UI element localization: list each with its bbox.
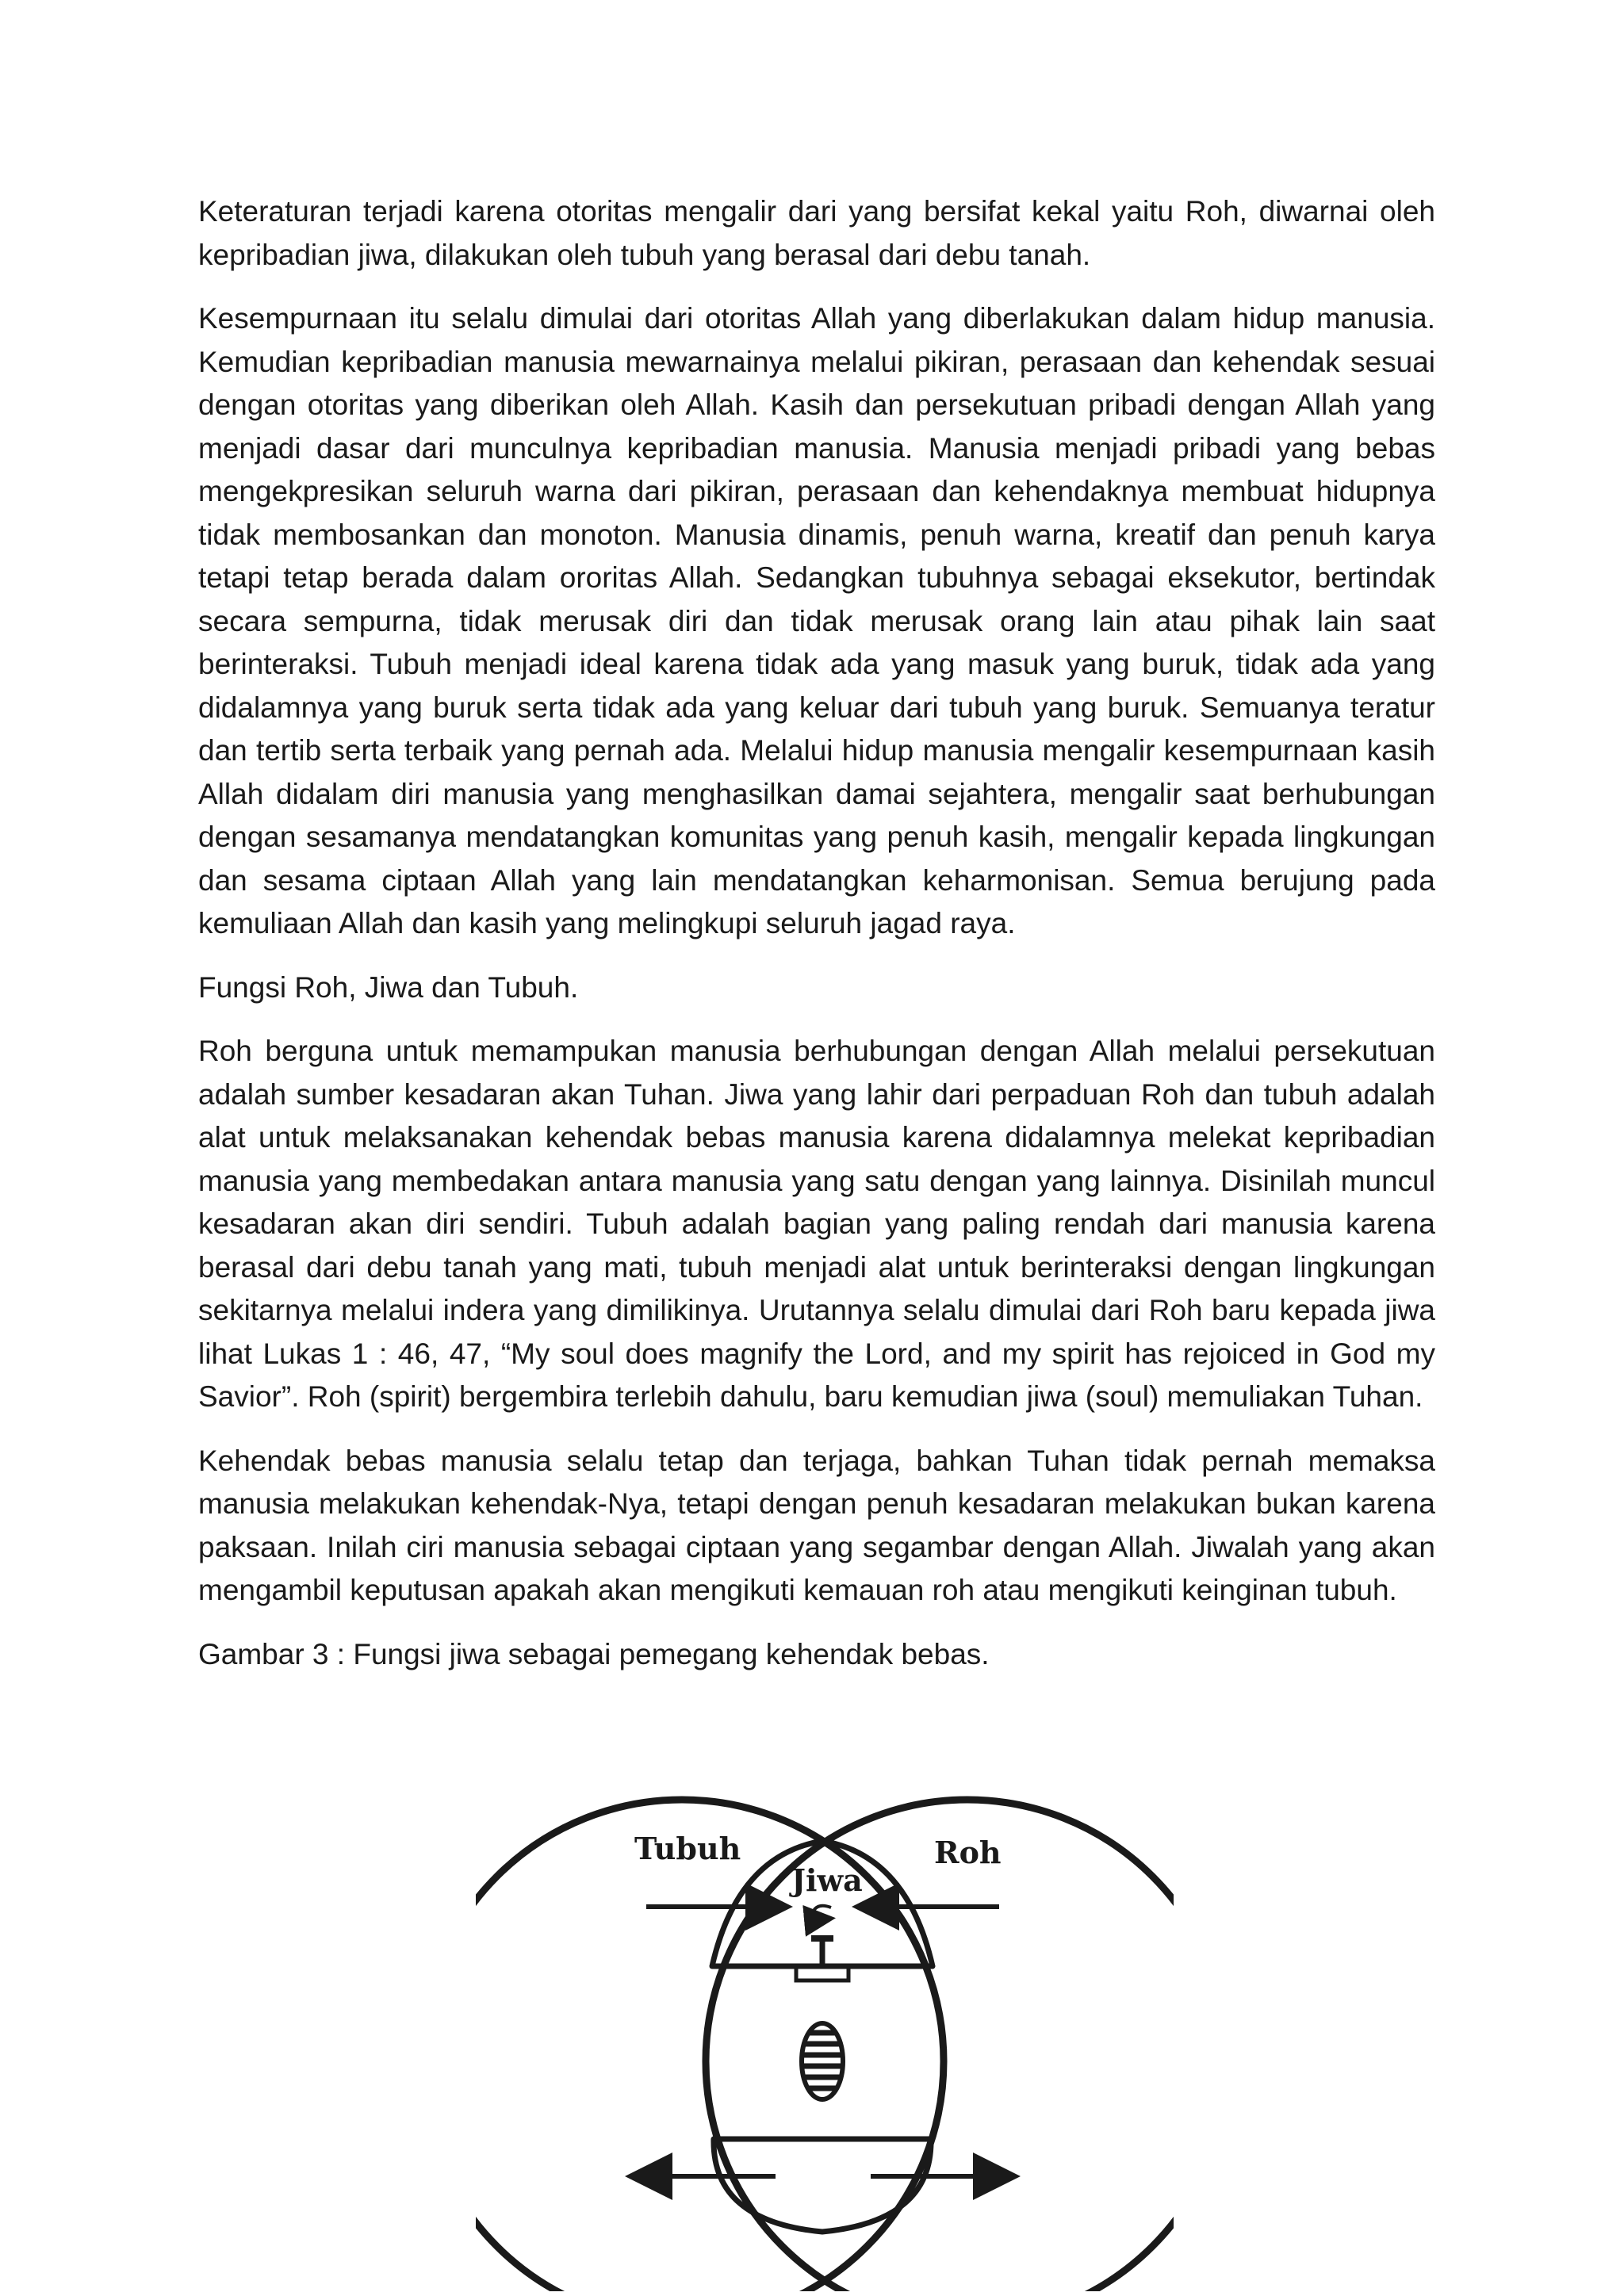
figure-caption: Gambar 3 : Fungsi jiwa sebagai pemegang kehendak bebas. <box>198 1637 990 1670</box>
document-page <box>198 190 1435 1697</box>
lower-bowl <box>714 2139 931 2232</box>
rotate-icon <box>814 1906 831 1919</box>
label-roh: Roh <box>934 1835 1002 1870</box>
paragraph-kesempurnaan: Kesempurnaan itu selalu dimulai dari otoritas Allah yang diberlakukan dalam hidup manusia. Kemudian kepribadian manusia mewarnainya melalui pikiran, perasaan dan kehendak sesuai dengan otoritas yang diberikan oleh Allah. Kasih dan persekutuan pribadi dengan Allah yang menjadi dasar dari munculnya kepribadian manusia. Manusia menjadi pribadi yang bebas mengekpresikan seluruh warna dari pikiran, perasaan dan kehendaknya membuat hidupnya tidak membosankan dan monoton. Manusia dinamis, penuh warna, kreatif dan penuh karya tetapi tetap berada dalam ororitas Allah. Sedangkan tubuhnya sebagai eksekutor, bertindak secara sempurna, tidak merusak diri dan tidak merusak orang lain atau pihak lain saat berinteraksi. Tubuh menjadi ideal karena tidak ada yang masuk yang buruk, tidak ada yang didalamnya yang buruk serta tidak ada yang keluar dari tubuh yang buruk. Semuanya teratur dan tertib serta terbaik yang pernah ada. Melalui hidup manusia mengalir kesempurnaan kasih Allah didalam diri manusia yang menghasilkan damai sejahtera, mengalir saat berhubungan dengan sesamanya mendatangkan komunitas yang penuh kasih, mengalir kepada lingkungan dan sesama ciptaan Allah yang lain mendatangkan keharmonisan. Semua berujung pada kemuliaan Allah dan kasih yang melingkupi seluruh jagad raya. <box>198 302 1435 939</box>
paragraph-roh-berguna: Roh berguna untuk memampukan manusia berhubungan dengan Allah melalui persekutuan adalah sumber kesadaran akan Tuhan. Jiwa yang lahir dari perpaduan Roh dan tubuh adalah alat untuk melaksanakan kehendak bebas manusia karena didalamnya melekat kepribadian manusia yang membedakan antara manusia yang satu dengan yang lainnya. Disinilah muncul kesadaran akan diri sendiri. Tubuh adalah bagian yang paling rendah dari manusia karena berasal dari debu tanah yang mati, tubuh menjadi alat untuk berinteraksi dengan lingkungan sekitarnya melalui indera yang dimilikinya. Urutannya selalu dimulai dari Roh baru kepada jiwa lihat Lukas 1 : 46, 47, “My soul does magnify the Lord, and my spirit has rejoiced in God my Savior”. Roh (spirit) bergembira terlebih dahulu, baru kemudian jiwa (soul) memuliakan Tuhan. <box>198 1035 1435 1413</box>
paragraph-kehendak-bebas: Kehendak bebas manusia selalu tetap dan terjaga, bahkan Tuhan tidak pernah memaksa manusia melakukan kehendak-Nya, tetapi dengan penuh kesadaran melakukan bukan karena paksaan. Inilah ciri manusia sebagai ciptaan yang segambar dengan Allah. Jiwalah yang akan mengambil keputusan apakah akan mengikuti kemauan roh atau mengikuti keinginan tubuh. <box>198 1444 1435 1606</box>
diagram-svg <box>476 1784 1174 2291</box>
label-tubuh: Tubuh <box>634 1831 741 1866</box>
striped-oval <box>793 2023 856 2099</box>
soul-function-diagram <box>476 1784 1174 2291</box>
label-jiwa: Jiwa <box>791 1862 863 1898</box>
paragraph-keteraturan: Keteraturan terjadi karena otoritas mengalir dari yang bersifat kekal yaitu Roh, diwarnai oleh kepribadian jiwa, dilakukan oleh tubuh yang berasal dari debu tanah. <box>198 195 1435 271</box>
section-heading-fungsi: Fungsi Roh, Jiwa dan Tubuh. <box>198 970 579 1004</box>
